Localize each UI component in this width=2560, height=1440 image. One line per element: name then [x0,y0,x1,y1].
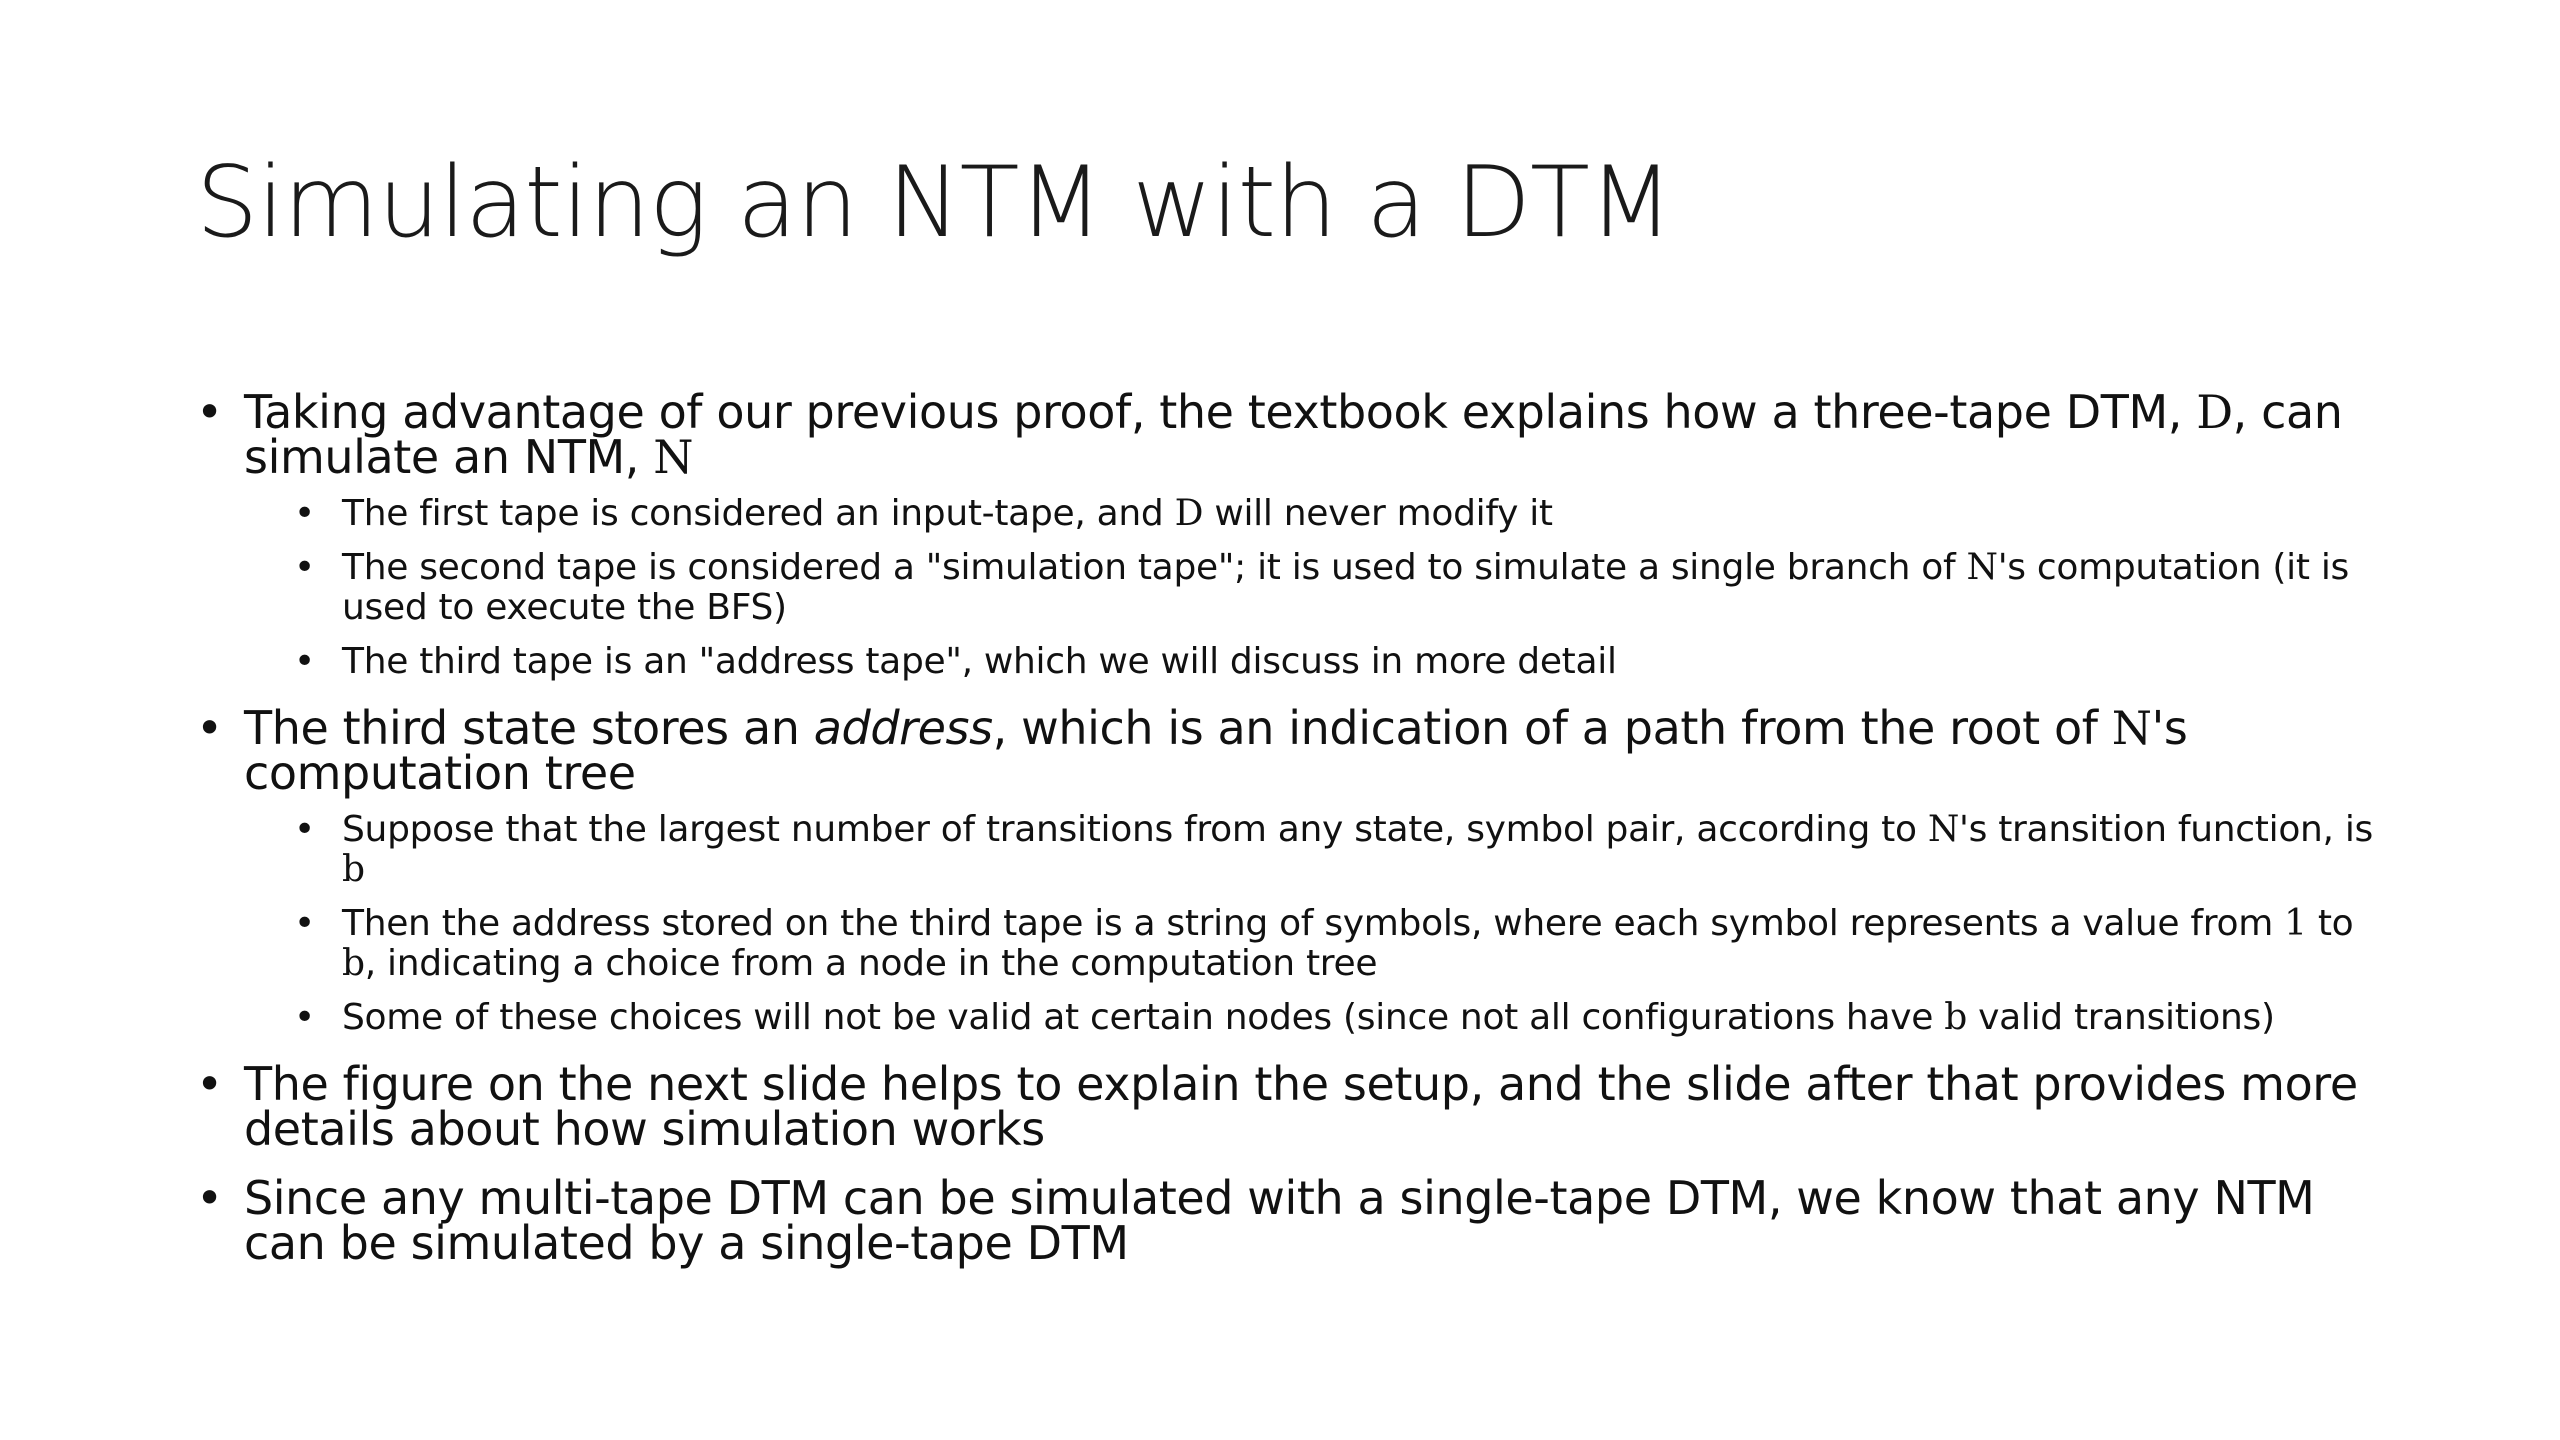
sub-bullet-item [294,642,2396,682]
bullet-marker: • [196,1171,224,1225]
sub-bullet-item [294,494,2396,534]
sub-bullet-item [294,904,2396,984]
bullet-marker: • [196,701,224,755]
sub-bullet-text [342,903,2353,984]
math-symbol: D [2196,385,2233,439]
text-run: Since any multi-tape DTM can be simulated with a single-tape DTM, we know that any NTM can be simulated by a single-tape DTM [244,1171,2315,1270]
math-symbol: N [1966,547,1998,588]
text-run: The third state stores an [244,701,814,755]
sub-bullet-text [342,809,2373,890]
text-run: The third tape is an "address tape", which we will discuss in more detail [342,641,1617,682]
bullet-text [244,701,2187,800]
bullet-text [244,1171,2314,1270]
sub-bullet-marker: • [294,547,316,588]
math-symbol: N [653,430,694,484]
sub-bullet-marker: • [294,809,316,850]
math-symbol: b [342,849,365,890]
slide-body [196,385,2396,1290]
text-run: 's computation (it is used to execute the BFS) [342,547,2349,628]
text-run: Taking advantage of our previous proof, the textbook explains how a three-tape DTM, [244,385,2197,439]
sub-bullet-text [342,997,2275,1038]
sub-bullet-text [342,493,1553,534]
text-run: Suppose that the largest number of transitions from any state, symbol pair, according to [342,809,1928,850]
text-run: 's transition function, is [1959,809,2373,850]
sub-bullet-list [244,494,2396,682]
math-symbol: 1 [2284,903,2307,944]
bullet-marker: • [196,1057,224,1111]
bullet-list [196,385,2396,1270]
sub-bullet-marker: • [294,903,316,944]
text-run: 's computation tree [244,701,2188,800]
text-run: , indicating a choice from a node in the computation tree [364,943,1378,984]
sub-bullet-item [294,548,2396,628]
bullet-text [244,1057,2358,1156]
text-run: to [2306,903,2354,944]
bullet-item [196,701,2396,1038]
sub-bullet-list [244,810,2396,1038]
sub-bullet-item [294,998,2396,1038]
bullet-item [196,1057,2396,1156]
text-run: Then the address stored on the third tape is a string of symbols, where each symbol represents a value from [342,903,2285,944]
text-run: The first tape is considered an input-tape, and [342,493,1175,534]
emphasis-text: address [813,701,993,755]
sub-bullet-text [342,641,1617,682]
text-run: , which is an indication of a path from the root of [992,701,2112,755]
text-run: , can simulate an NTM, [244,385,2343,484]
math-symbol: D [1174,493,1204,534]
text-run: will never modify it [1203,493,1553,534]
sub-bullet-marker: • [294,997,316,1038]
sub-bullet-item [294,810,2396,890]
bullet-item [196,1171,2396,1270]
sub-bullet-marker: • [294,493,316,534]
math-symbol: N [1927,809,1960,850]
text-run: Some of these choices will not be valid at certain nodes (since not all configurations have [342,997,1945,1038]
slide-title: Simulating an NTM with a DTM [196,146,1673,260]
bullet-item [196,385,2396,682]
sub-bullet-marker: • [294,641,316,682]
sub-bullet-text [342,547,2349,628]
text-run: The figure on the next slide helps to explain the setup, and the slide after that provides more details about how simulation works [244,1057,2358,1156]
text-run: valid transitions) [1966,997,2275,1038]
math-symbol: N [2111,701,2152,755]
text-run: The second tape is considered a "simulation tape"; it is used to simulate a single branch of [342,547,1967,588]
math-symbol: b [1944,997,1967,1038]
bullet-text [244,385,2343,484]
math-symbol: b [342,943,365,984]
bullet-marker: • [196,385,224,439]
